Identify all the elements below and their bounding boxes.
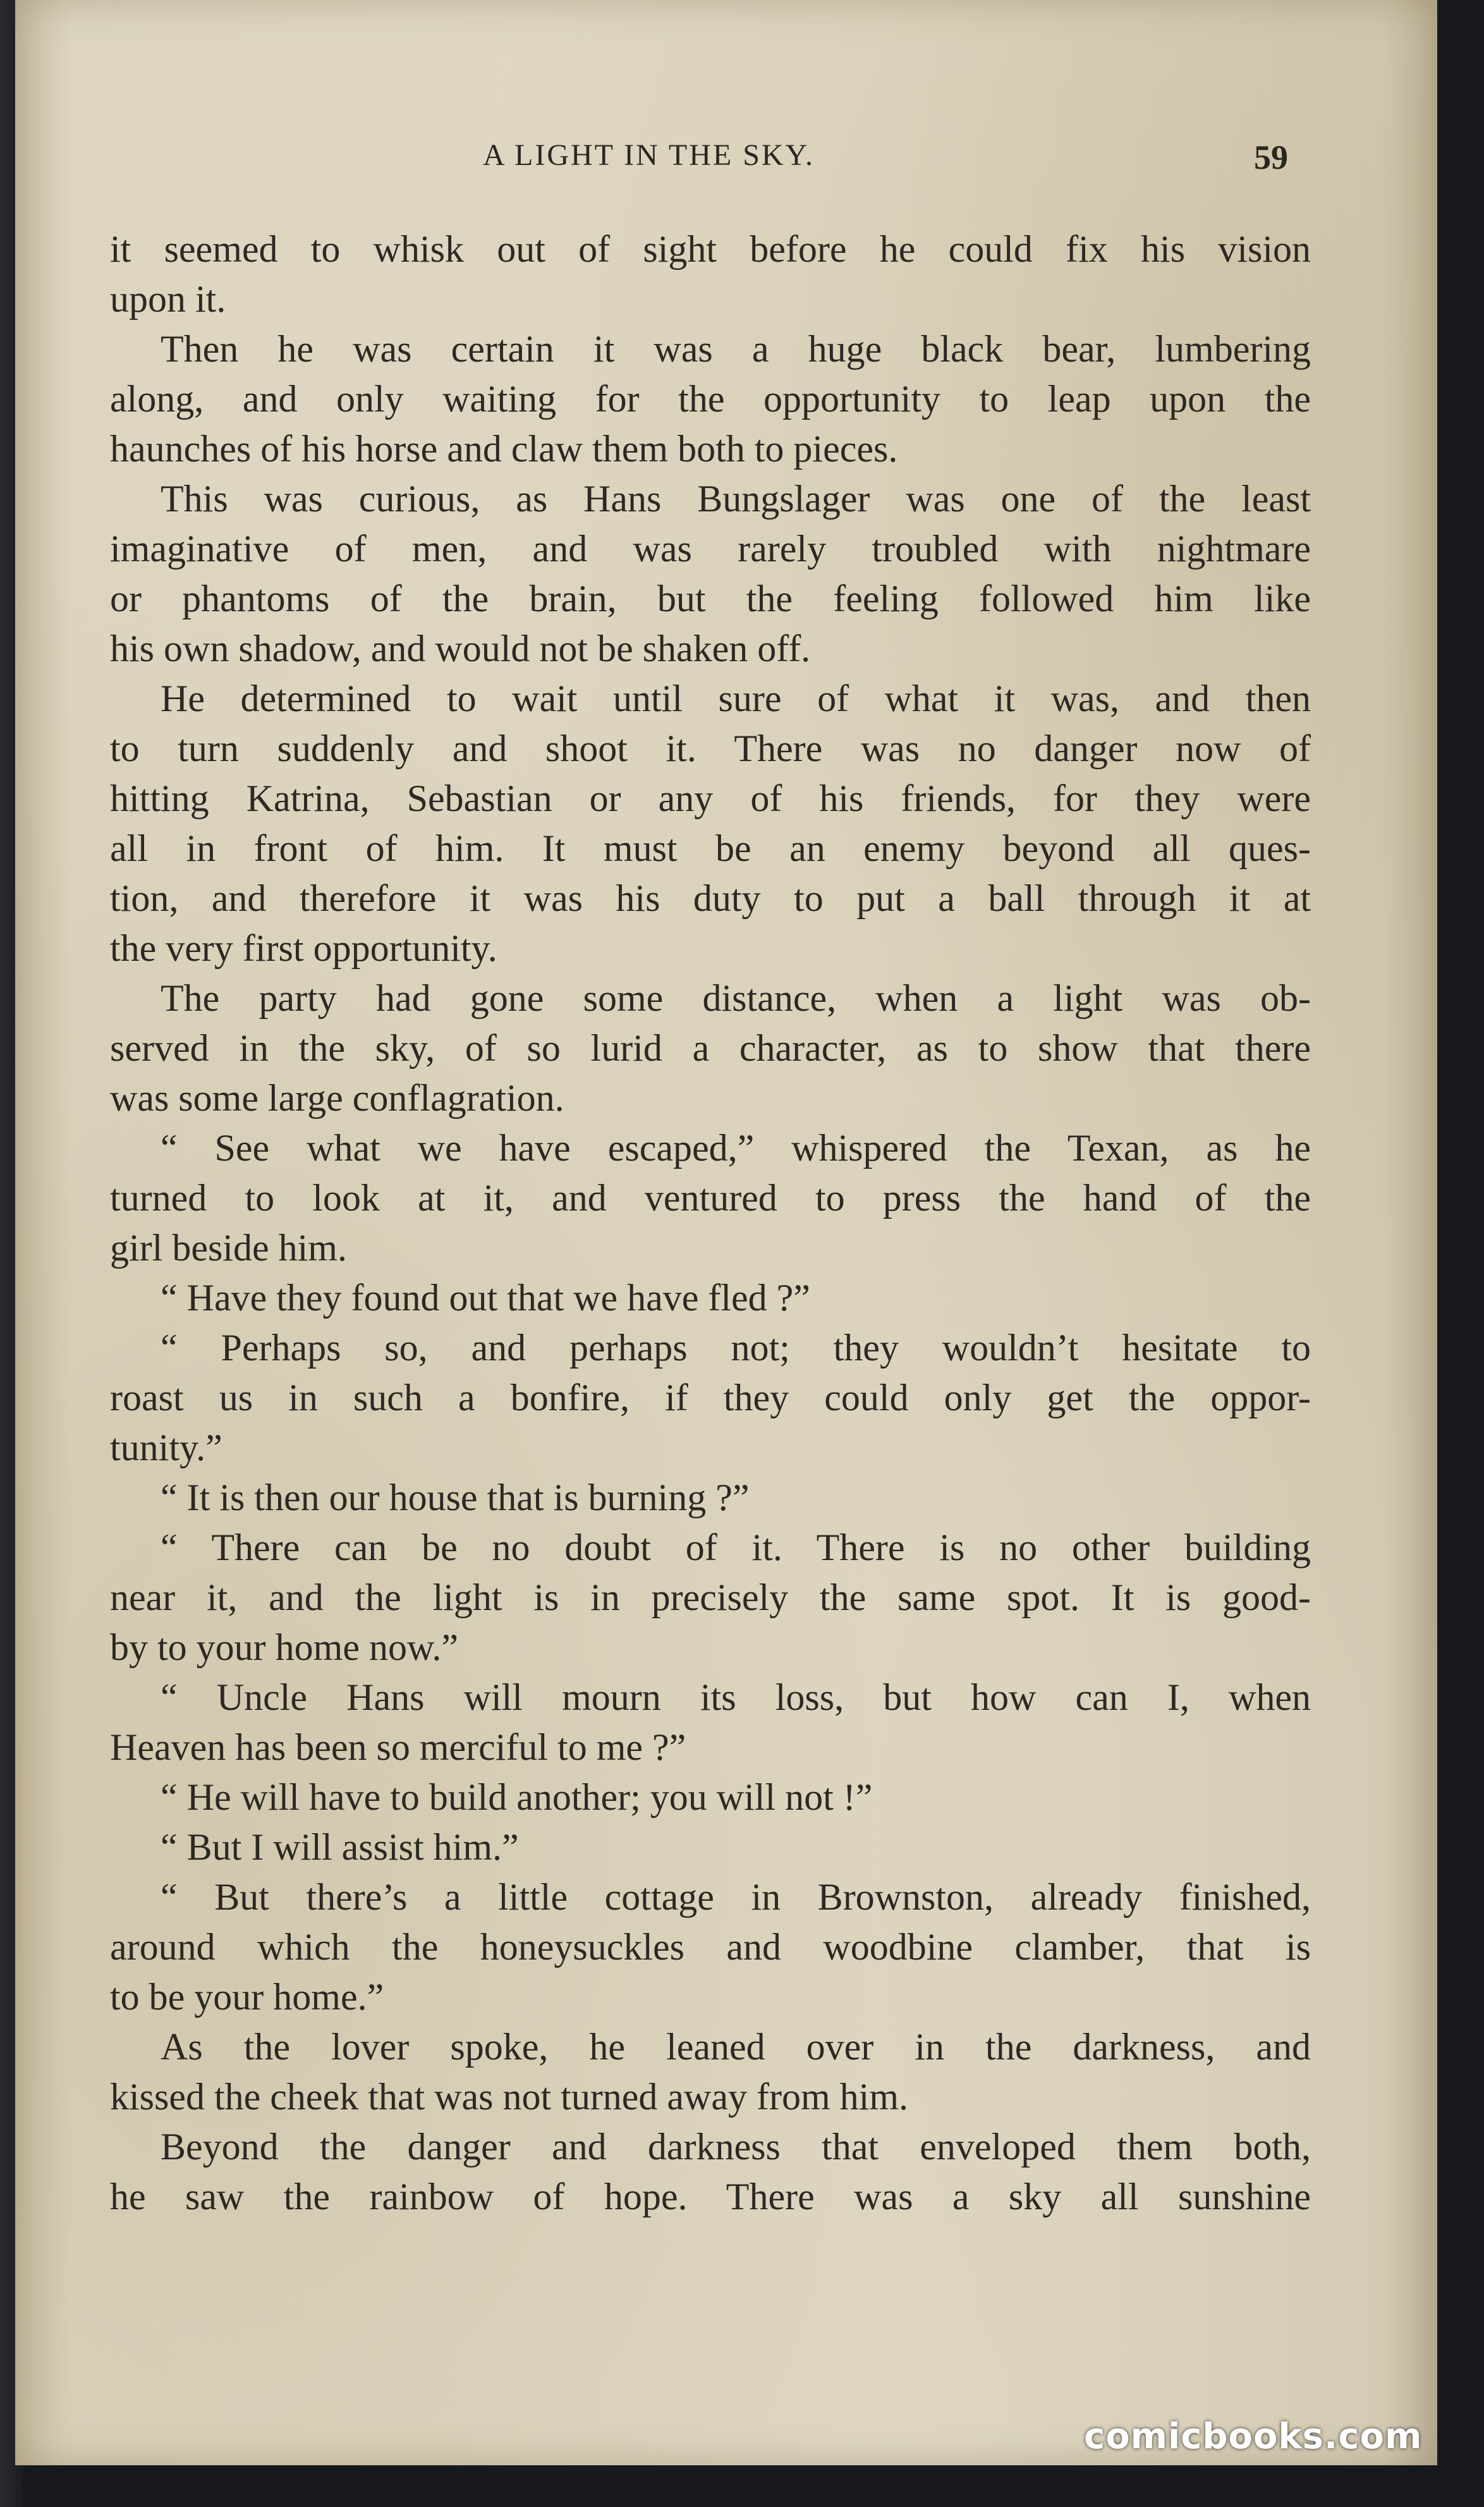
text-line: “ He will have to build another; you will not !” — [161, 1776, 873, 1818]
text-line: As the lover spoke, he leaned over in the darkness, and — [161, 2026, 1311, 2068]
text-line: “ But there’s a little cottage in Brownston, already finished, — [161, 1876, 1311, 1918]
text-line: served in the sky, of so lurid a character, as to show that there — [110, 1027, 1311, 1069]
text-line: near it, and the light is in precisely the same spot. It is good- — [110, 1577, 1311, 1618]
text-line: “ Uncle Hans will mourn its loss, but how can I, when — [161, 1676, 1311, 1718]
body-text — [110, 224, 1311, 2222]
text-line: The party had gone some distance, when a light was ob- — [161, 977, 1311, 1019]
page-number: 59 — [1254, 138, 1288, 176]
text-line: by to your home now.” — [110, 1626, 459, 1668]
text-line: “ There can be no doubt of it. There is no other building — [161, 1527, 1311, 1568]
text-line: all in front of him. It must be an enemy beyond all ques- — [110, 827, 1311, 869]
text-line: This was curious, as Hans Bungslager was one of the least — [161, 478, 1311, 520]
text-line: turned to look at it, and ventured to press the hand of the — [110, 1177, 1311, 1219]
text-line: he saw the rainbow of hope. There was a sky all sunshine — [110, 2176, 1311, 2217]
text-line: kissed the cheek that was not turned away from him. — [110, 2076, 908, 2118]
text-line: along, and only waiting for the opportunity to leap upon the — [110, 378, 1311, 420]
running-head — [15, 138, 1437, 182]
text-line: “ Have they found out that we have fled ?” — [161, 1277, 810, 1319]
text-line: roast us in such a bonfire, if they could only get the oppor- — [110, 1377, 1311, 1418]
text-line: Then he was certain it was a huge black bear, lumbering — [161, 328, 1311, 370]
text-line: to be your home.” — [110, 1976, 384, 2018]
watermark: comicbooks.com — [1084, 2416, 1423, 2457]
text-line: the very first opportunity. — [110, 927, 497, 969]
text-line: imaginative of men, and was rarely troubled with nightmare — [110, 528, 1311, 570]
text-line: He determined to wait until sure of what it was, and then — [161, 678, 1311, 719]
running-title: A LIGHT IN THE SKY. — [483, 138, 815, 172]
text-line: it seemed to whisk out of sight before he could fix his vision — [110, 228, 1311, 270]
text-line: upon it. — [110, 278, 226, 320]
text-line: or phantoms of the brain, but the feeling followed him like — [110, 578, 1311, 619]
text-line: Beyond the danger and darkness that enveloped them both, — [161, 2126, 1311, 2168]
text-line: Heaven has been so merciful to me ?” — [110, 1726, 686, 1768]
text-line: was some large conflagration. — [110, 1077, 564, 1119]
text-line: to turn suddenly and shoot it. There was no danger now of — [110, 728, 1311, 769]
text-line: “ It is then our house that is burning ?” — [161, 1477, 750, 1518]
text-line: girl beside him. — [110, 1227, 347, 1269]
text-line: tion, and therefore it was his duty to put a ball through it at — [110, 877, 1311, 919]
text-line: his own shadow, and would not be shaken off. — [110, 628, 811, 669]
text-line: “ See what we have escaped,” whispered the Texan, as he — [161, 1127, 1311, 1169]
text-line: “ But I will assist him.” — [161, 1826, 519, 1868]
text-line: haunches of his horse and claw them both to pieces. — [110, 428, 898, 470]
book-page — [15, 0, 1437, 2465]
text-line: tunity.” — [110, 1427, 222, 1468]
text-line: “ Perhaps so, and perhaps not; they wouldn’t hesitate to — [161, 1327, 1311, 1369]
text-line: hitting Katrina, Sebastian or any of his friends, for they were — [110, 778, 1311, 819]
text-line: around which the honeysuckles and woodbine clamber, that is — [110, 1926, 1311, 1968]
